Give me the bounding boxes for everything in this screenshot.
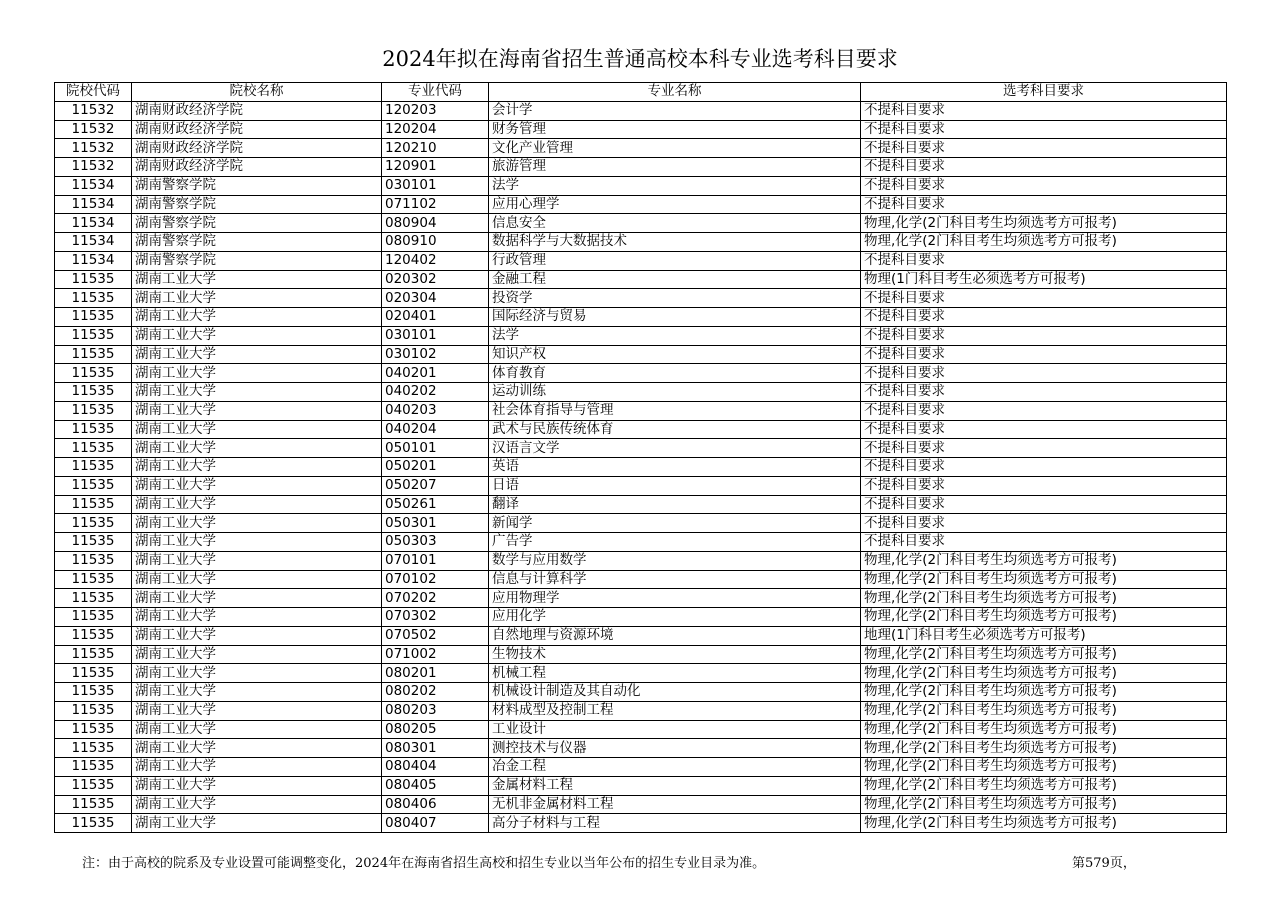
subject-requirement-cell: 物理,化学(2门科目考生均须选考方可报考) [861,233,1227,252]
table-row [55,645,1227,664]
school-code-cell: 11532 [55,158,132,177]
school-name-cell: 湖南工业大学 [132,551,382,570]
major-name-cell: 体育教育 [489,364,861,383]
requirements-table [54,82,1227,833]
school-name-cell: 湖南工业大学 [132,514,382,533]
school-name-cell: 湖南财政经济学院 [132,139,382,158]
subject-requirement-cell: 不提科目要求 [861,533,1227,552]
major-name-cell: 投资学 [489,289,861,308]
major-code-cell: 080405 [382,776,489,795]
table-row [55,120,1227,139]
subject-requirement-cell: 不提科目要求 [861,495,1227,514]
major-name-cell: 数据科学与大数据技术 [489,233,861,252]
school-code-cell: 11534 [55,214,132,233]
school-name-cell: 湖南警察学院 [132,251,382,270]
subject-requirement-cell: 物理,化学(2门科目考生均须选考方可报考) [861,551,1227,570]
major-code-cell: 030102 [382,345,489,364]
major-code-cell: 071002 [382,645,489,664]
school-code-cell: 11534 [55,233,132,252]
table-row [55,139,1227,158]
major-code-cell: 020304 [382,289,489,308]
table-row [55,795,1227,814]
table-row [55,495,1227,514]
table-row [55,439,1227,458]
table-row [55,739,1227,758]
table-row [55,551,1227,570]
subject-requirement-cell: 不提科目要求 [861,364,1227,383]
major-code-cell: 030101 [382,326,489,345]
major-code-cell: 070202 [382,589,489,608]
major-name-cell: 金属材料工程 [489,776,861,795]
page-number: 第579页， [1072,856,1136,871]
header-major-name: 专业名称 [489,83,861,102]
major-code-cell: 050303 [382,533,489,552]
major-name-cell: 社会体育指导与管理 [489,401,861,420]
subject-requirement-cell: 物理,化学(2门科目考生均须选考方可报考) [861,795,1227,814]
school-code-cell: 11534 [55,251,132,270]
table-row [55,720,1227,739]
subject-requirement-cell: 地理(1门科目考生必须选考方可报考) [861,626,1227,645]
major-name-cell: 文化产业管理 [489,139,861,158]
school-code-cell: 11535 [55,458,132,477]
major-code-cell: 070102 [382,570,489,589]
school-code-cell: 11534 [55,176,132,195]
major-name-cell: 行政管理 [489,251,861,270]
school-code-cell: 11535 [55,589,132,608]
subject-requirement-cell: 不提科目要求 [861,139,1227,158]
subject-requirement-cell: 不提科目要求 [861,476,1227,495]
table-row [55,308,1227,327]
subject-requirement-cell: 物理,化学(2门科目考生均须选考方可报考) [861,776,1227,795]
subject-requirement-cell: 物理,化学(2门科目考生均须选考方可报考) [861,814,1227,833]
school-name-cell: 湖南工业大学 [132,814,382,833]
school-code-cell: 11535 [55,739,132,758]
table-row [55,401,1227,420]
table-row [55,158,1227,177]
major-code-cell: 070101 [382,551,489,570]
subject-requirement-cell: 不提科目要求 [861,120,1227,139]
subject-requirement-cell: 不提科目要求 [861,289,1227,308]
major-code-cell: 050207 [382,476,489,495]
major-name-cell: 自然地理与资源环境 [489,626,861,645]
school-code-cell: 11535 [55,439,132,458]
school-code-cell: 11535 [55,289,132,308]
school-name-cell: 湖南工业大学 [132,701,382,720]
major-name-cell: 冶金工程 [489,758,861,777]
school-code-cell: 11535 [55,401,132,420]
table-row [55,589,1227,608]
table-row [55,608,1227,627]
school-code-cell: 11532 [55,139,132,158]
subject-requirement-cell: 物理,化学(2门科目考生均须选考方可报考) [861,664,1227,683]
subject-requirement-cell: 不提科目要求 [861,458,1227,477]
major-code-cell: 050201 [382,458,489,477]
table-row [55,383,1227,402]
major-name-cell: 法学 [489,326,861,345]
major-name-cell: 广告学 [489,533,861,552]
school-code-cell: 11535 [55,608,132,627]
school-code-cell: 11535 [55,326,132,345]
subject-requirement-cell: 不提科目要求 [861,326,1227,345]
major-name-cell: 生物技术 [489,645,861,664]
major-name-cell: 机械工程 [489,664,861,683]
subject-requirement-cell: 不提科目要求 [861,345,1227,364]
major-code-cell: 080202 [382,683,489,702]
major-code-cell: 030101 [382,176,489,195]
footnote: 注：由于高校的院系及专业设置可能调整变化，2024年在海南省招生高校和招生专业以当年公布的招生专业目录为准。 [82,856,766,871]
major-name-cell: 汉语言文学 [489,439,861,458]
school-code-cell: 11535 [55,345,132,364]
school-code-cell: 11535 [55,551,132,570]
table-row [55,214,1227,233]
header-major-code: 专业代码 [382,83,489,102]
table-row [55,420,1227,439]
table-row [55,289,1227,308]
school-code-cell: 11535 [55,308,132,327]
major-name-cell: 旅游管理 [489,158,861,177]
major-code-cell: 080205 [382,720,489,739]
school-code-cell: 11535 [55,514,132,533]
school-name-cell: 湖南工业大学 [132,420,382,439]
subject-requirement-cell: 物理,化学(2门科目考生均须选考方可报考) [861,608,1227,627]
table-row [55,758,1227,777]
school-name-cell: 湖南工业大学 [132,758,382,777]
table-row [55,176,1227,195]
school-name-cell: 湖南工业大学 [132,645,382,664]
major-name-cell: 新闻学 [489,514,861,533]
subject-requirement-cell: 不提科目要求 [861,158,1227,177]
table-row [55,195,1227,214]
table-row [55,814,1227,833]
school-name-cell: 湖南警察学院 [132,176,382,195]
table-row [55,233,1227,252]
major-name-cell: 翻译 [489,495,861,514]
school-code-cell: 11535 [55,720,132,739]
school-name-cell: 湖南财政经济学院 [132,158,382,177]
subject-requirement-cell: 不提科目要求 [861,420,1227,439]
major-code-cell: 080904 [382,214,489,233]
school-name-cell: 湖南工业大学 [132,570,382,589]
major-name-cell: 财务管理 [489,120,861,139]
school-code-cell: 11532 [55,120,132,139]
subject-requirement-cell: 物理,化学(2门科目考生均须选考方可报考) [861,214,1227,233]
school-code-cell: 11535 [55,701,132,720]
school-name-cell: 湖南工业大学 [132,401,382,420]
major-name-cell: 信息安全 [489,214,861,233]
major-name-cell: 高分子材料与工程 [489,814,861,833]
subject-requirement-cell: 物理,化学(2门科目考生均须选考方可报考) [861,645,1227,664]
table-row [55,326,1227,345]
school-name-cell: 湖南工业大学 [132,326,382,345]
school-name-cell: 湖南工业大学 [132,439,382,458]
school-name-cell: 湖南工业大学 [132,608,382,627]
table-header-row [55,83,1227,102]
major-name-cell: 日语 [489,476,861,495]
major-code-cell: 080203 [382,701,489,720]
subject-requirement-cell: 不提科目要求 [861,383,1227,402]
subject-requirement-cell: 不提科目要求 [861,176,1227,195]
major-code-cell: 050101 [382,439,489,458]
school-code-cell: 11535 [55,495,132,514]
major-name-cell: 无机非金属材料工程 [489,795,861,814]
major-name-cell: 运动训练 [489,383,861,402]
subject-requirement-cell: 物理,化学(2门科目考生均须选考方可报考) [861,739,1227,758]
table-row [55,683,1227,702]
major-code-cell: 120210 [382,139,489,158]
major-name-cell: 应用化学 [489,608,861,627]
school-name-cell: 湖南工业大学 [132,664,382,683]
major-code-cell: 020401 [382,308,489,327]
header-subject-requirement: 选考科目要求 [861,83,1227,102]
major-code-cell: 050261 [382,495,489,514]
subject-requirement-cell: 物理,化学(2门科目考生均须选考方可报考) [861,758,1227,777]
subject-requirement-cell: 物理(1门科目考生必须选考方可报考) [861,270,1227,289]
subject-requirement-cell: 物理,化学(2门科目考生均须选考方可报考) [861,589,1227,608]
school-code-cell: 11535 [55,364,132,383]
school-code-cell: 11535 [55,476,132,495]
major-code-cell: 080406 [382,795,489,814]
table-row [55,570,1227,589]
school-name-cell: 湖南警察学院 [132,195,382,214]
school-code-cell: 11535 [55,795,132,814]
table-row [55,364,1227,383]
school-code-cell: 11535 [55,270,132,289]
major-name-cell: 应用心理学 [489,195,861,214]
table-row [55,664,1227,683]
major-code-cell: 020302 [382,270,489,289]
school-code-cell: 11535 [55,570,132,589]
major-code-cell: 040202 [382,383,489,402]
school-name-cell: 湖南工业大学 [132,364,382,383]
major-name-cell: 材料成型及控制工程 [489,701,861,720]
table-row [55,776,1227,795]
subject-requirement-cell: 物理,化学(2门科目考生均须选考方可报考) [861,683,1227,702]
major-code-cell: 080910 [382,233,489,252]
school-code-cell: 11535 [55,814,132,833]
school-name-cell: 湖南工业大学 [132,383,382,402]
subject-requirement-cell: 不提科目要求 [861,401,1227,420]
school-name-cell: 湖南工业大学 [132,533,382,552]
major-name-cell: 会计学 [489,101,861,120]
school-code-cell: 11535 [55,758,132,777]
major-code-cell: 070502 [382,626,489,645]
table-row [55,514,1227,533]
subject-requirement-cell: 不提科目要求 [861,251,1227,270]
school-code-cell: 11535 [55,683,132,702]
school-name-cell: 湖南工业大学 [132,270,382,289]
subject-requirement-cell: 不提科目要求 [861,514,1227,533]
major-code-cell: 080201 [382,664,489,683]
major-code-cell: 120901 [382,158,489,177]
major-name-cell: 数学与应用数学 [489,551,861,570]
school-name-cell: 湖南工业大学 [132,720,382,739]
major-name-cell: 武术与民族传统体育 [489,420,861,439]
school-name-cell: 湖南财政经济学院 [132,101,382,120]
school-name-cell: 湖南工业大学 [132,308,382,327]
major-name-cell: 工业设计 [489,720,861,739]
major-name-cell: 金融工程 [489,270,861,289]
school-code-cell: 11534 [55,195,132,214]
table-row [55,533,1227,552]
major-name-cell: 应用物理学 [489,589,861,608]
school-name-cell: 湖南工业大学 [132,589,382,608]
major-code-cell: 070302 [382,608,489,627]
school-name-cell: 湖南工业大学 [132,289,382,308]
school-name-cell: 湖南财政经济学院 [132,120,382,139]
major-code-cell: 080301 [382,739,489,758]
major-code-cell: 050301 [382,514,489,533]
major-name-cell: 英语 [489,458,861,477]
school-code-cell: 11535 [55,776,132,795]
major-name-cell: 机械设计制造及其自动化 [489,683,861,702]
school-name-cell: 湖南工业大学 [132,683,382,702]
major-code-cell: 040203 [382,401,489,420]
school-code-cell: 11535 [55,645,132,664]
major-code-cell: 071102 [382,195,489,214]
school-code-cell: 11535 [55,383,132,402]
school-code-cell: 11535 [55,664,132,683]
school-name-cell: 湖南工业大学 [132,458,382,477]
table-body [55,101,1227,832]
table-row [55,458,1227,477]
table-row [55,251,1227,270]
subject-requirement-cell: 物理,化学(2门科目考生均须选考方可报考) [861,570,1227,589]
table-row [55,626,1227,645]
header-school-name: 院校名称 [132,83,382,102]
school-name-cell: 湖南工业大学 [132,345,382,364]
page-title: 2024年拟在海南省招生普通高校本科专业选考科目要求 [382,47,898,71]
school-name-cell: 湖南工业大学 [132,476,382,495]
major-code-cell: 080407 [382,814,489,833]
major-code-cell: 040204 [382,420,489,439]
school-code-cell: 11535 [55,533,132,552]
school-code-cell: 11532 [55,101,132,120]
table-row [55,345,1227,364]
major-name-cell: 法学 [489,176,861,195]
major-code-cell: 120204 [382,120,489,139]
major-name-cell: 知识产权 [489,345,861,364]
header-school-code: 院校代码 [55,83,132,102]
school-name-cell: 湖南工业大学 [132,795,382,814]
school-code-cell: 11535 [55,420,132,439]
major-name-cell: 国际经济与贸易 [489,308,861,327]
major-name-cell: 测控技术与仪器 [489,739,861,758]
major-code-cell: 040201 [382,364,489,383]
table-row [55,101,1227,120]
table-row [55,270,1227,289]
table-row [55,701,1227,720]
school-name-cell: 湖南工业大学 [132,776,382,795]
school-name-cell: 湖南工业大学 [132,739,382,758]
subject-requirement-cell: 不提科目要求 [861,439,1227,458]
subject-requirement-cell: 物理,化学(2门科目考生均须选考方可报考) [861,720,1227,739]
subject-requirement-cell: 不提科目要求 [861,308,1227,327]
subject-requirement-cell: 不提科目要求 [861,101,1227,120]
major-name-cell: 信息与计算科学 [489,570,861,589]
school-name-cell: 湖南工业大学 [132,626,382,645]
subject-requirement-cell: 物理,化学(2门科目考生均须选考方可报考) [861,701,1227,720]
school-code-cell: 11535 [55,626,132,645]
table-row [55,476,1227,495]
major-code-cell: 080404 [382,758,489,777]
school-name-cell: 湖南警察学院 [132,214,382,233]
school-name-cell: 湖南工业大学 [132,495,382,514]
major-code-cell: 120203 [382,101,489,120]
major-code-cell: 120402 [382,251,489,270]
school-name-cell: 湖南警察学院 [132,233,382,252]
subject-requirement-cell: 不提科目要求 [861,195,1227,214]
